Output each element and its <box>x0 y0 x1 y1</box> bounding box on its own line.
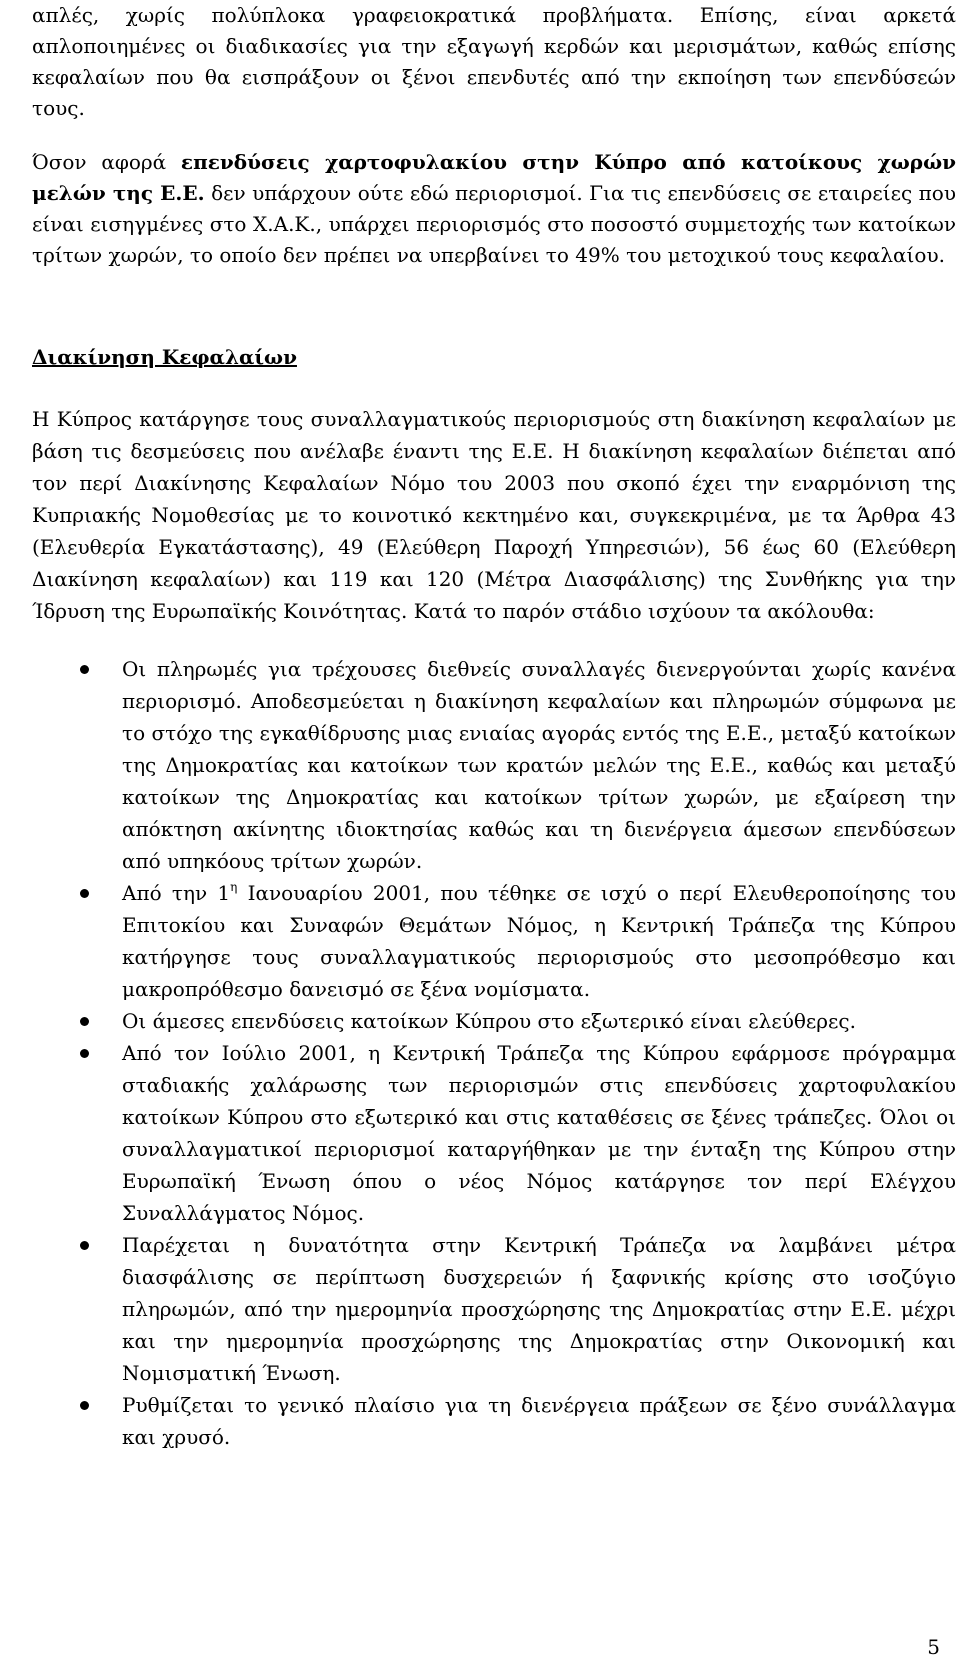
list-item <box>32 1037 956 1229</box>
list-item <box>32 1005 956 1037</box>
bullet-icon <box>80 1401 89 1410</box>
list-item <box>32 1229 956 1389</box>
investments-bold-phrase: επενδύσεις χαρτοφυλακίου στην Κύπρο από κατοίκους χωρών μελών της Ε.Ε. <box>32 150 957 205</box>
bullet-icon <box>80 1241 89 1250</box>
investments-lead: Όσον αφορά <box>32 150 181 174</box>
list-item <box>32 1389 956 1453</box>
list-item-text: Οι άμεσες επενδύσεις κατοίκων Κύπρου στο εξωτερικό είναι ελεύθερες. <box>122 1009 856 1033</box>
list-item-text: Ρυθμίζεται το γενικό πλαίσιο για τη διενέργεια πράξεων σε ξένο συνάλλαγμα και χρυσό. <box>122 1393 956 1449</box>
bullet-icon <box>80 665 89 674</box>
bullet-icon <box>80 1049 89 1058</box>
list-item-text: Οι πληρωμές για τρέχουσες διεθνείς συναλλαγές διενεργούνται χωρίς κανένα περιορισμό. Αποδεσμεύεται η διακίνηση κεφαλαίων και πληρωμών σύμφωνα με το στόχο της εγκαθίδρυσης μιας ενιαίας αγοράς εντός της Ε.Ε., μεταξύ κατοίκων της Δημοκρατίας και κατοίκων των κρατών μελών της Ε.Ε., καθώς και μεταξύ κατοίκων της Δημοκρατίας και κατοίκων τρίτων χωρών, με εξαίρεση την απόκτηση ακίνητης ιδιοκτησίας καθώς και τη διενέργεια άμεσων επενδύσεων από υπηκόους τρίτων χωρών. <box>122 657 956 873</box>
list-item-text-start: Από την 1 <box>122 881 231 905</box>
portfolio-investments-paragraph <box>32 147 956 271</box>
intro-paragraph: απλές, χωρίς πολύπλοκα γραφειοκρατικά προβλήματα. Επίσης, είναι αρκετά απλοποιημένες οι διαδικασίες για την εξαγωγή κερδών και μερισμάτων, καθώς επίσης κεφαλαίων που θα εισπράξουν οι ξένοι επενδυτές από την εκποίηση των επενδύσεών τους. <box>32 3 956 120</box>
bullet-list <box>32 653 956 1453</box>
list-item <box>32 877 956 1005</box>
ordinal-superscript: η <box>230 880 238 894</box>
bullet-icon <box>80 889 89 898</box>
list-item-text-end: Ιανουαρίου 2001, που τέθηκε σε ισχύ ο περί Ελευθεροποίησης του Επιτοκίου και Συναφών Θεμάτων Νόμος, η Κεντρική Τράπεζα της Κύπρου κατήργησε τους συναλλαγματικούς περιορισμούς στο μεσοπρόθεσμο και μακροπρόθεσμο δανεισμό σε ξένα νομίσματα. <box>122 881 956 1001</box>
page-number: 5 <box>927 1635 940 1659</box>
capital-movement-paragraph: Η Κύπρος κατάργησε τους συναλλαγματικούς περιορισμούς στη διακίνηση κεφαλαίων με βάση τις δεσμεύσεις που ανέλαβε έναντι της Ε.Ε. Η διακίνηση κεφαλαίων διέπεται από τον περί Διακίνησης Κεφαλαίων Νόμο του 2003 που σκοπό έχει την εναρμόνιση της Κυπριακής Νομοθεσίας με το κοινοτικό κεκτημένο και, συγκεκριμένα, με τα Άρθρα 43 (Ελευθερία Εγκατάστασης), 49 (Ελεύθερη Παροχή Υπηρεσιών), 56 έως 60 (Ελεύθερη Διακίνηση κεφαλαίων) και 119 και 120 (Μέτρα Διασφάλισης) της Συνθήκης για την Ίδρυση της Ευρωπαϊκής Κοινότητας. Κατά το παρόν στάδιο ισχύουν τα ακόλουθα: <box>32 407 956 623</box>
section-heading: Διακίνηση Κεφαλαίων <box>32 345 297 369</box>
list-item-text: Από τον Ιούλιο 2001, η Κεντρική Τράπεζα της Κύπρου εφάρμοσε πρόγραμμα σταδιακής χαλάρωσης των περιορισμών στις επενδύσεις χαρτοφυλακίου κατοίκων Κύπρου στο εξωτερικό και στις καταθέσεις σε ξένες τράπεζες. Όλοι οι συναλλαγματικοί περιορισμοί καταργήθηκαν με την ένταξη της Κύπρου στην Ευρωπαϊκή Ένωση όπου ο νέος Νόμος κατάργησε τον περί Ελέγχου Συναλλάγματος Νόμος. <box>122 1041 956 1225</box>
bullet-icon <box>80 1017 89 1026</box>
investments-rest: δεν υπάρχουν ούτε εδώ περιορισμοί. Για τις επενδύσεις σε εταιρείες που είναι εισηγμένες στο Χ.Α.Κ., υπάρχει περιορισμός στο ποσοστό συμμετοχής των κατοίκων τρίτων χωρών, το οποίο δεν πρέπει να υπερβαίνει το 49% του μετοχικού τους κεφαλαίου. <box>32 181 956 267</box>
list-item <box>32 653 956 877</box>
list-item-text: Παρέχεται η δυνατότητα στην Κεντρική Τράπεζα να λαμβάνει μέτρα διασφάλισης σε περίπτωση δυσχερειών ή ξαφνικής κρίσης στο ισοζύγιο πληρωμών, από την ημερομηνία προσχώρησης της Δημοκρατίας στην Ε.Ε. μέχρι και την ημερομηνία προσχώρησης της Δημοκρατίας στην Οικονομική και Νομισματική Ένωση. <box>122 1233 956 1385</box>
